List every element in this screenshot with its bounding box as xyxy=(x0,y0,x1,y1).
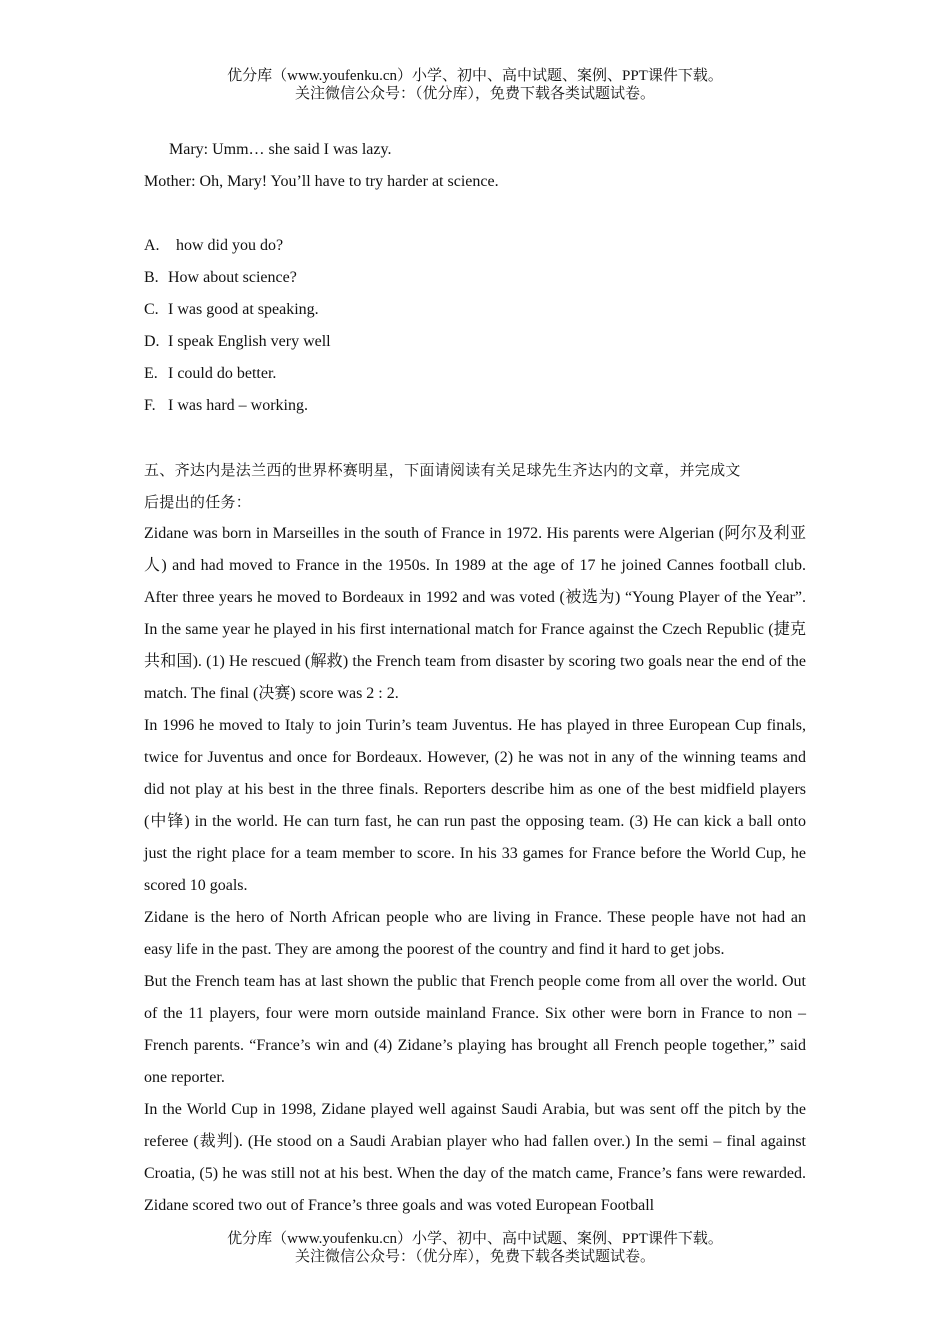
page-header xyxy=(0,67,950,103)
section-title: 五、齐达内是法兰西的世界杯赛明星，下面请阅读有关足球先生齐达内的文章，并完成文 xyxy=(144,461,741,479)
option-letter: C. xyxy=(144,301,159,318)
passage-paragraph: In 1996 he moved to Italy to join Turin’s team Juventus. He has played in three European Cup finals, twice for Juventus and once for Bordeaux. However, (2) he was not in any of the winning teams and did not play at his best in the three finals. Reporters describe him as one of the best midfield players (中锋) in the world. He can turn fast, he can run past the opposing team. (3) He can kick a ball onto just the right place for a team member to score. In his 33 games for France before the World Cup, he scored 10 goals. xyxy=(144,717,806,894)
passage-paragraph: In the World Cup in 1998, Zidane played well against Saudi Arabia, but was sent off the pitch by the referee (裁判). (He stood on a Saudi Arabian player who had fallen over.) In the semi – final against Croatia, (5) he was still not at his best. When the day of the match came, France’s fans were rewarded. Zidane scored two out of France’s three goals and was voted European Football xyxy=(144,1101,806,1214)
footer-line-2: 关注微信公众号：（优分库），免费下载各类试题试卷。 xyxy=(294,1249,655,1265)
option-item xyxy=(144,294,806,326)
option-text: I could do better. xyxy=(168,365,277,382)
option-letter: B. xyxy=(144,269,159,286)
passage-paragraph: Zidane is the hero of North African people who are living in France. These people have not had an easy life in the past. They are among the poorest of the country and find it hard to get jobs. xyxy=(144,909,806,958)
option-item xyxy=(144,358,806,390)
document-body xyxy=(144,134,806,1222)
passage-paragraph: Zidane was born in Marseilles in the south of France in 1972. His parents were Algerian (阿尔及利亚人) and had moved to France in the 1950s. In 1989 at the age of 17 he joined Cannes football club. After three years he moved to Bordeaux in 1992 and was voted (被选为) “Young Player of the Year”. In the same year he played in his first international match for France against the Czech Republic (捷克共和国). (1) He rescued (解救) the French team from disaster by scoring two goals near the end of the match. The final (决赛) score was 2 : 2. xyxy=(144,525,806,702)
option-text: I speak English very well xyxy=(168,333,331,350)
dialogue-line: Mary: Umm… she said I was lazy. xyxy=(169,141,392,158)
section-title: 后提出的任务： xyxy=(144,493,252,511)
option-text: How about science? xyxy=(168,269,297,286)
option-letter: E. xyxy=(144,365,158,382)
header-line-2: 关注微信公众号：（优分库），免费下载各类试题试卷。 xyxy=(294,86,655,102)
dialogue-line: Mother: Oh, Mary! You’ll have to try harder at science. xyxy=(144,173,499,190)
option-letter: D. xyxy=(144,333,160,350)
option-item xyxy=(144,230,806,262)
footer-line-1: 优分库（www.youfenku.cn）小学、初中、高中试题、案例、PPT课件下载。 xyxy=(227,1231,723,1247)
passage-paragraph: But the French team has at last shown the public that French people come from all over the world. Out of the 11 players, four were morn outside mainland France. Six other were born in France to non – French parents. “France’s win and (4) Zidane’s playing has brought all French people together,” said one reporter. xyxy=(144,973,806,1086)
option-item xyxy=(144,262,806,294)
header-line-1: 优分库（www.youfenku.cn）小学、初中、高中试题、案例、PPT课件下载。 xyxy=(227,68,723,84)
option-item xyxy=(144,326,806,358)
page-footer xyxy=(0,1230,950,1266)
option-text: I was hard – working. xyxy=(168,397,308,414)
option-item xyxy=(144,390,806,422)
option-letter: F. xyxy=(144,397,156,414)
option-letter: A. xyxy=(144,237,160,254)
option-text: I was good at speaking. xyxy=(168,301,319,318)
option-text: how did you do? xyxy=(168,237,284,254)
